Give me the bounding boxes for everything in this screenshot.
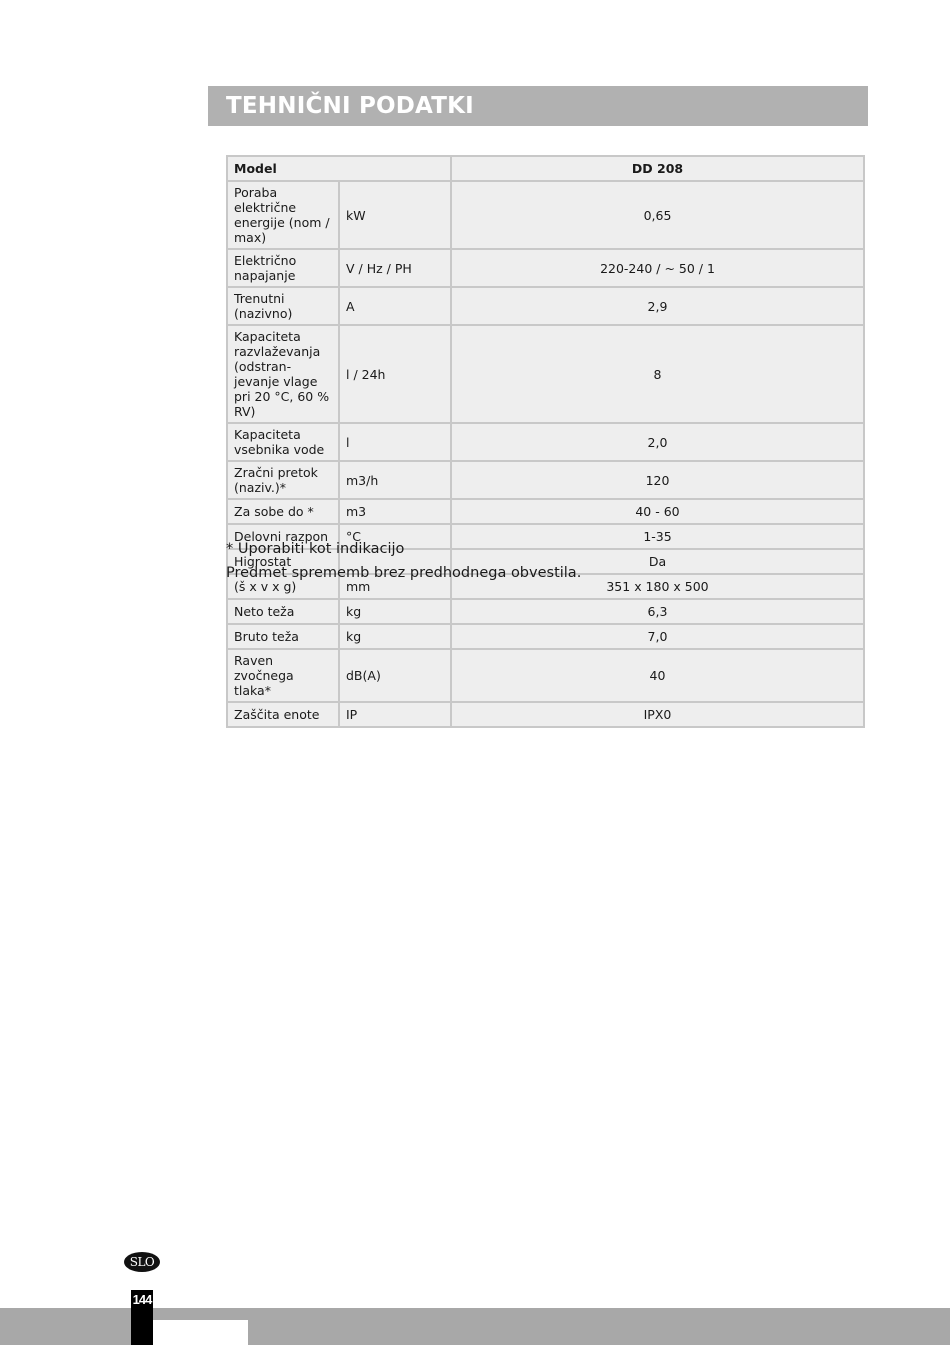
unit-cell: m3/h [339,461,451,499]
unit-cell: IP [339,702,451,727]
param-cell: Kapaciteta vsebnika vode [227,423,339,461]
param-cell: Za sobe do * [227,499,339,524]
unit-cell: A [339,287,451,325]
param-cell: Raven zvočnega tlaka* [227,649,339,702]
unit-cell: l / 24h [339,325,451,423]
footer-white-block [152,1320,248,1345]
param-cell: Bruto teža [227,624,339,649]
unit-cell: kg [339,624,451,649]
table-row [227,649,864,702]
table-row [227,325,864,423]
param-cell: Delovni razpon [227,524,339,549]
disclaimer-note: Predmet sprememb brez predhodnega obvestila. [226,565,582,581]
header-model-cell: DD 208 [451,156,864,181]
table-row [227,599,864,624]
value-cell: 0,65 [451,181,864,249]
unit-cell: l [339,423,451,461]
value-cell: 220-240 / ~ 50 / 1 [451,249,864,287]
value-cell: 8 [451,325,864,423]
unit-cell: kg [339,599,451,624]
param-cell: Zračni pretok (naziv.)* [227,461,339,499]
param-cell: Trenutni (nazivno) [227,287,339,325]
table-row [227,702,864,727]
unit-cell: V / Hz / PH [339,249,451,287]
indication-note: * Uporabiti kot indikacijo [226,541,405,557]
page-title: TEHNIČNI PODATKI [226,93,474,119]
table-row [227,423,864,461]
table-row [227,499,864,524]
unit-cell: dB(A) [339,649,451,702]
param-cell: Kapaciteta razvlaževanja (odstran-jevanje vlage pri 20 °C, 60 % RV) [227,325,339,423]
header-label-cell: Model [227,156,451,181]
value-cell: 7,0 [451,624,864,649]
param-cell: Električno napajanje [227,249,339,287]
language-badge: SLO [124,1252,160,1272]
table-row [227,624,864,649]
table-header-row [227,156,864,181]
value-cell: 1-35 [451,524,864,549]
unit-cell: m3 [339,499,451,524]
value-cell: 40 - 60 [451,499,864,524]
table-row [227,181,864,249]
table-row [227,287,864,325]
param-cell: Zaščita enote [227,702,339,727]
value-cell: 351 x 180 x 500 [451,574,864,599]
value-cell: 2,9 [451,287,864,325]
param-cell: Poraba električne energije (nom / max) [227,181,339,249]
value-cell: 6,3 [451,599,864,624]
value-cell: 2,0 [451,423,864,461]
param-cell: Higrostat [227,549,339,574]
section-title-bar [208,86,868,126]
param-cell: (š x v x g) [227,574,339,599]
unit-cell: mm [339,574,451,599]
unit-cell: kW [339,181,451,249]
unit-cell: °C [339,524,451,549]
value-cell: 40 [451,649,864,702]
param-cell: Neto teža [227,599,339,624]
notes-section [226,537,581,585]
page-number: 144 [132,1292,152,1307]
value-cell: IPX0 [451,702,864,727]
table-row [227,461,864,499]
technical-specs-table [226,155,865,728]
table-row [227,249,864,287]
value-cell: 120 [451,461,864,499]
value-cell: Da [451,549,864,574]
